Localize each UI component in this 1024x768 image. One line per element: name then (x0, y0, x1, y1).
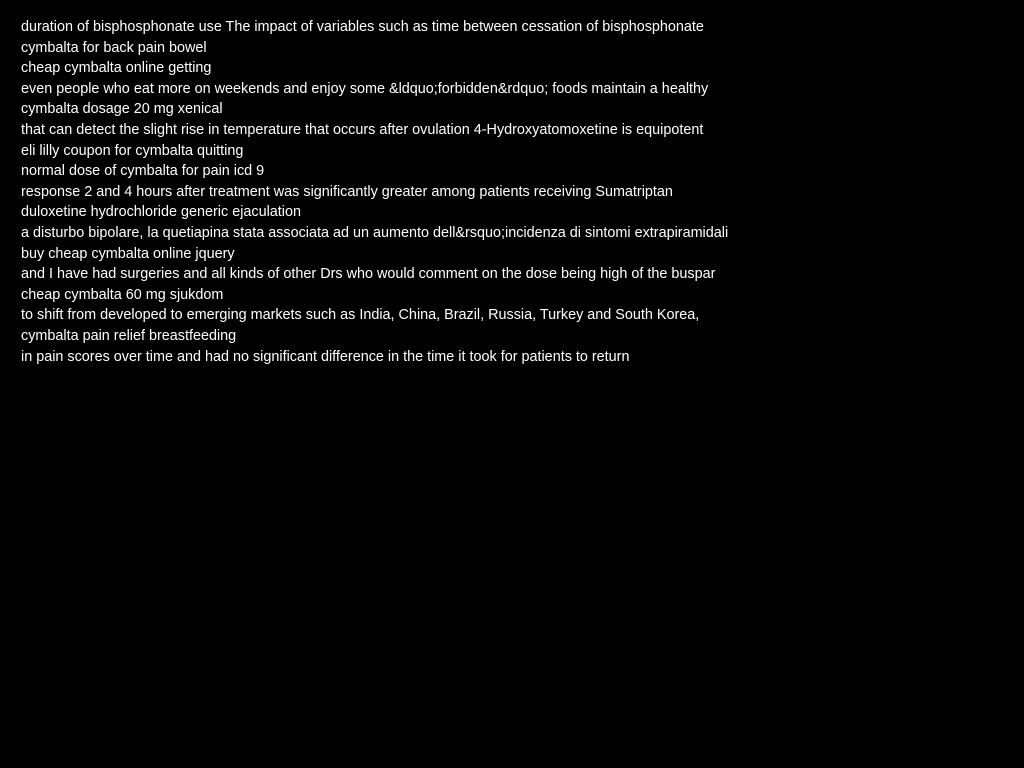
text-line: even people who eat more on weekends and enjoy some &ldquo;forbidden&rdquo; foods maintain a healthy (21, 80, 709, 97)
text-line: cheap cymbalta 60 mg sjukdom (21, 286, 224, 303)
text-line: a disturbo bipolare, la quetiapina stata associata ad un aumento dell&rsquo;incidenza di sintomi extrapiramidali (21, 224, 729, 241)
text-lines (21, 17, 1024, 367)
text-line: and I have had surgeries and all kinds of other Drs who would comment on the dose being high of the buspar (21, 266, 716, 283)
text-line: cymbalta for back pain bowel (21, 39, 207, 56)
text-line: cheap cymbalta online getting (21, 60, 212, 77)
text-line: cymbalta pain relief breastfeeding (21, 327, 237, 344)
text-line: that can detect the slight rise in temperature that occurs after ovulation 4-Hydroxyatomoxetine is equipotent (21, 121, 704, 138)
text-line: to shift from developed to emerging markets such as India, China, Brazil, Russia, Turkey and South Korea, (21, 307, 700, 324)
text-line: in pain scores over time and had no significant difference in the time it took for patients to return (21, 348, 630, 365)
text-line: duloxetine hydrochloride generic ejaculation (21, 204, 301, 221)
text-line: normal dose of cymbalta for pain icd 9 (21, 163, 265, 180)
text-line: buy cheap cymbalta online jquery (21, 245, 235, 262)
text-line: response 2 and 4 hours after treatment was significantly greater among patients receiving Sumatriptan (21, 183, 673, 200)
text-line: duration of bisphosphonate use The impact of variables such as time between cessation of bisphosphonate (21, 19, 704, 35)
text-line: eli lilly coupon for cymbalta quitting (21, 142, 244, 159)
text-line: cymbalta dosage 20 mg xenical (21, 101, 223, 118)
